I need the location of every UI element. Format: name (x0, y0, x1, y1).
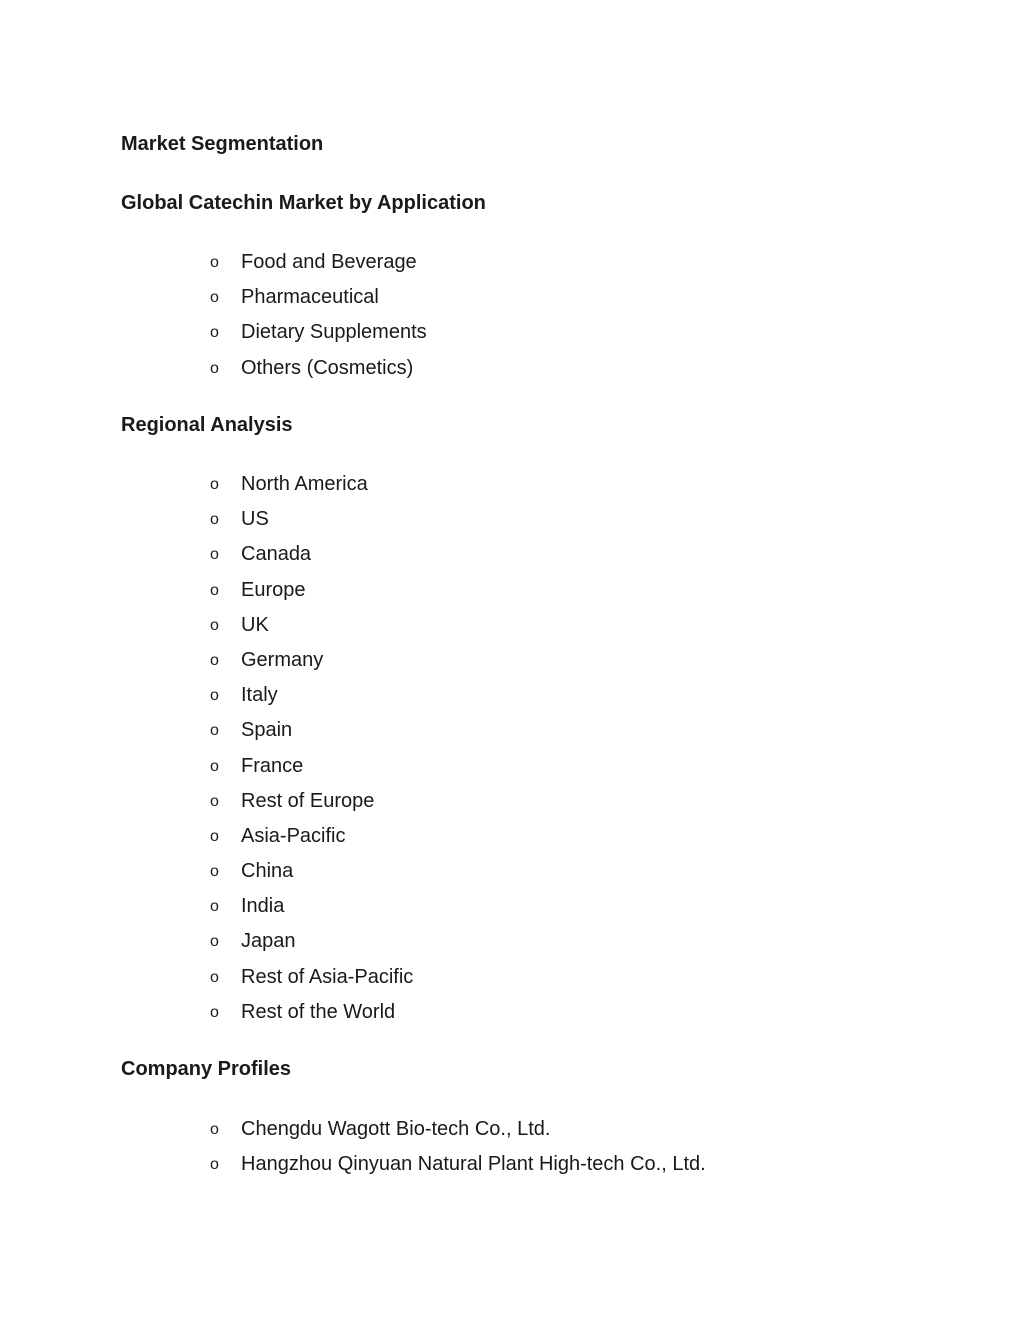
bullet-icon: o (210, 968, 219, 986)
bullet-icon: o (210, 1121, 219, 1138)
bullet-icon: o (210, 546, 219, 564)
page-title: Market Segmentation (121, 133, 324, 155)
bullet-icon: o (210, 792, 219, 810)
bullet-icon: o (210, 687, 219, 705)
bullet-icon: o (210, 476, 219, 493)
bullet-icon: o (210, 1156, 219, 1174)
bullet-icon: o (210, 511, 219, 529)
bullet-icon: o (210, 1003, 219, 1021)
bullet-icon: o (210, 827, 219, 845)
section-heading-regional: Regional Analysis (121, 414, 293, 436)
bullet-icon: o (210, 863, 219, 881)
section-heading-company-profiles: Company Profiles (121, 1058, 292, 1080)
bullet-icon: o (210, 757, 219, 775)
bullet-icon: o (210, 359, 219, 377)
bullet-icon: o (210, 254, 219, 271)
section-heading-application: Global Catechin Market by Application (121, 192, 486, 214)
document-page: Market Segmentation Global Catechin Market by Application o Food and Beverage o Pharmaceutical o Dietary Supplements o Others (Cosmetics) Regional Analysis o North America o US o Canada o Europe o UK o Germany o Italy o Spain o France o Rest of Europe o Asia-Pacific o China o India o Japan o Rest of Asia-Pacific o Rest of the World Company Profiles o Chengdu Wagott Bio-tech Co., Ltd. o Hangzhou Qinyuan Natural Plant High-tech Co., Ltd. (121, 133, 706, 1176)
bullet-icon: o (210, 581, 219, 599)
bullet-icon: o (210, 722, 219, 740)
bullet-icon: o (210, 933, 219, 951)
bullet-icon: o (210, 898, 219, 916)
bullet-icon: o (210, 616, 219, 634)
bullet-icon: o (210, 289, 219, 307)
bullet-icon: o (210, 651, 219, 669)
bullet-icon: o (210, 324, 219, 342)
